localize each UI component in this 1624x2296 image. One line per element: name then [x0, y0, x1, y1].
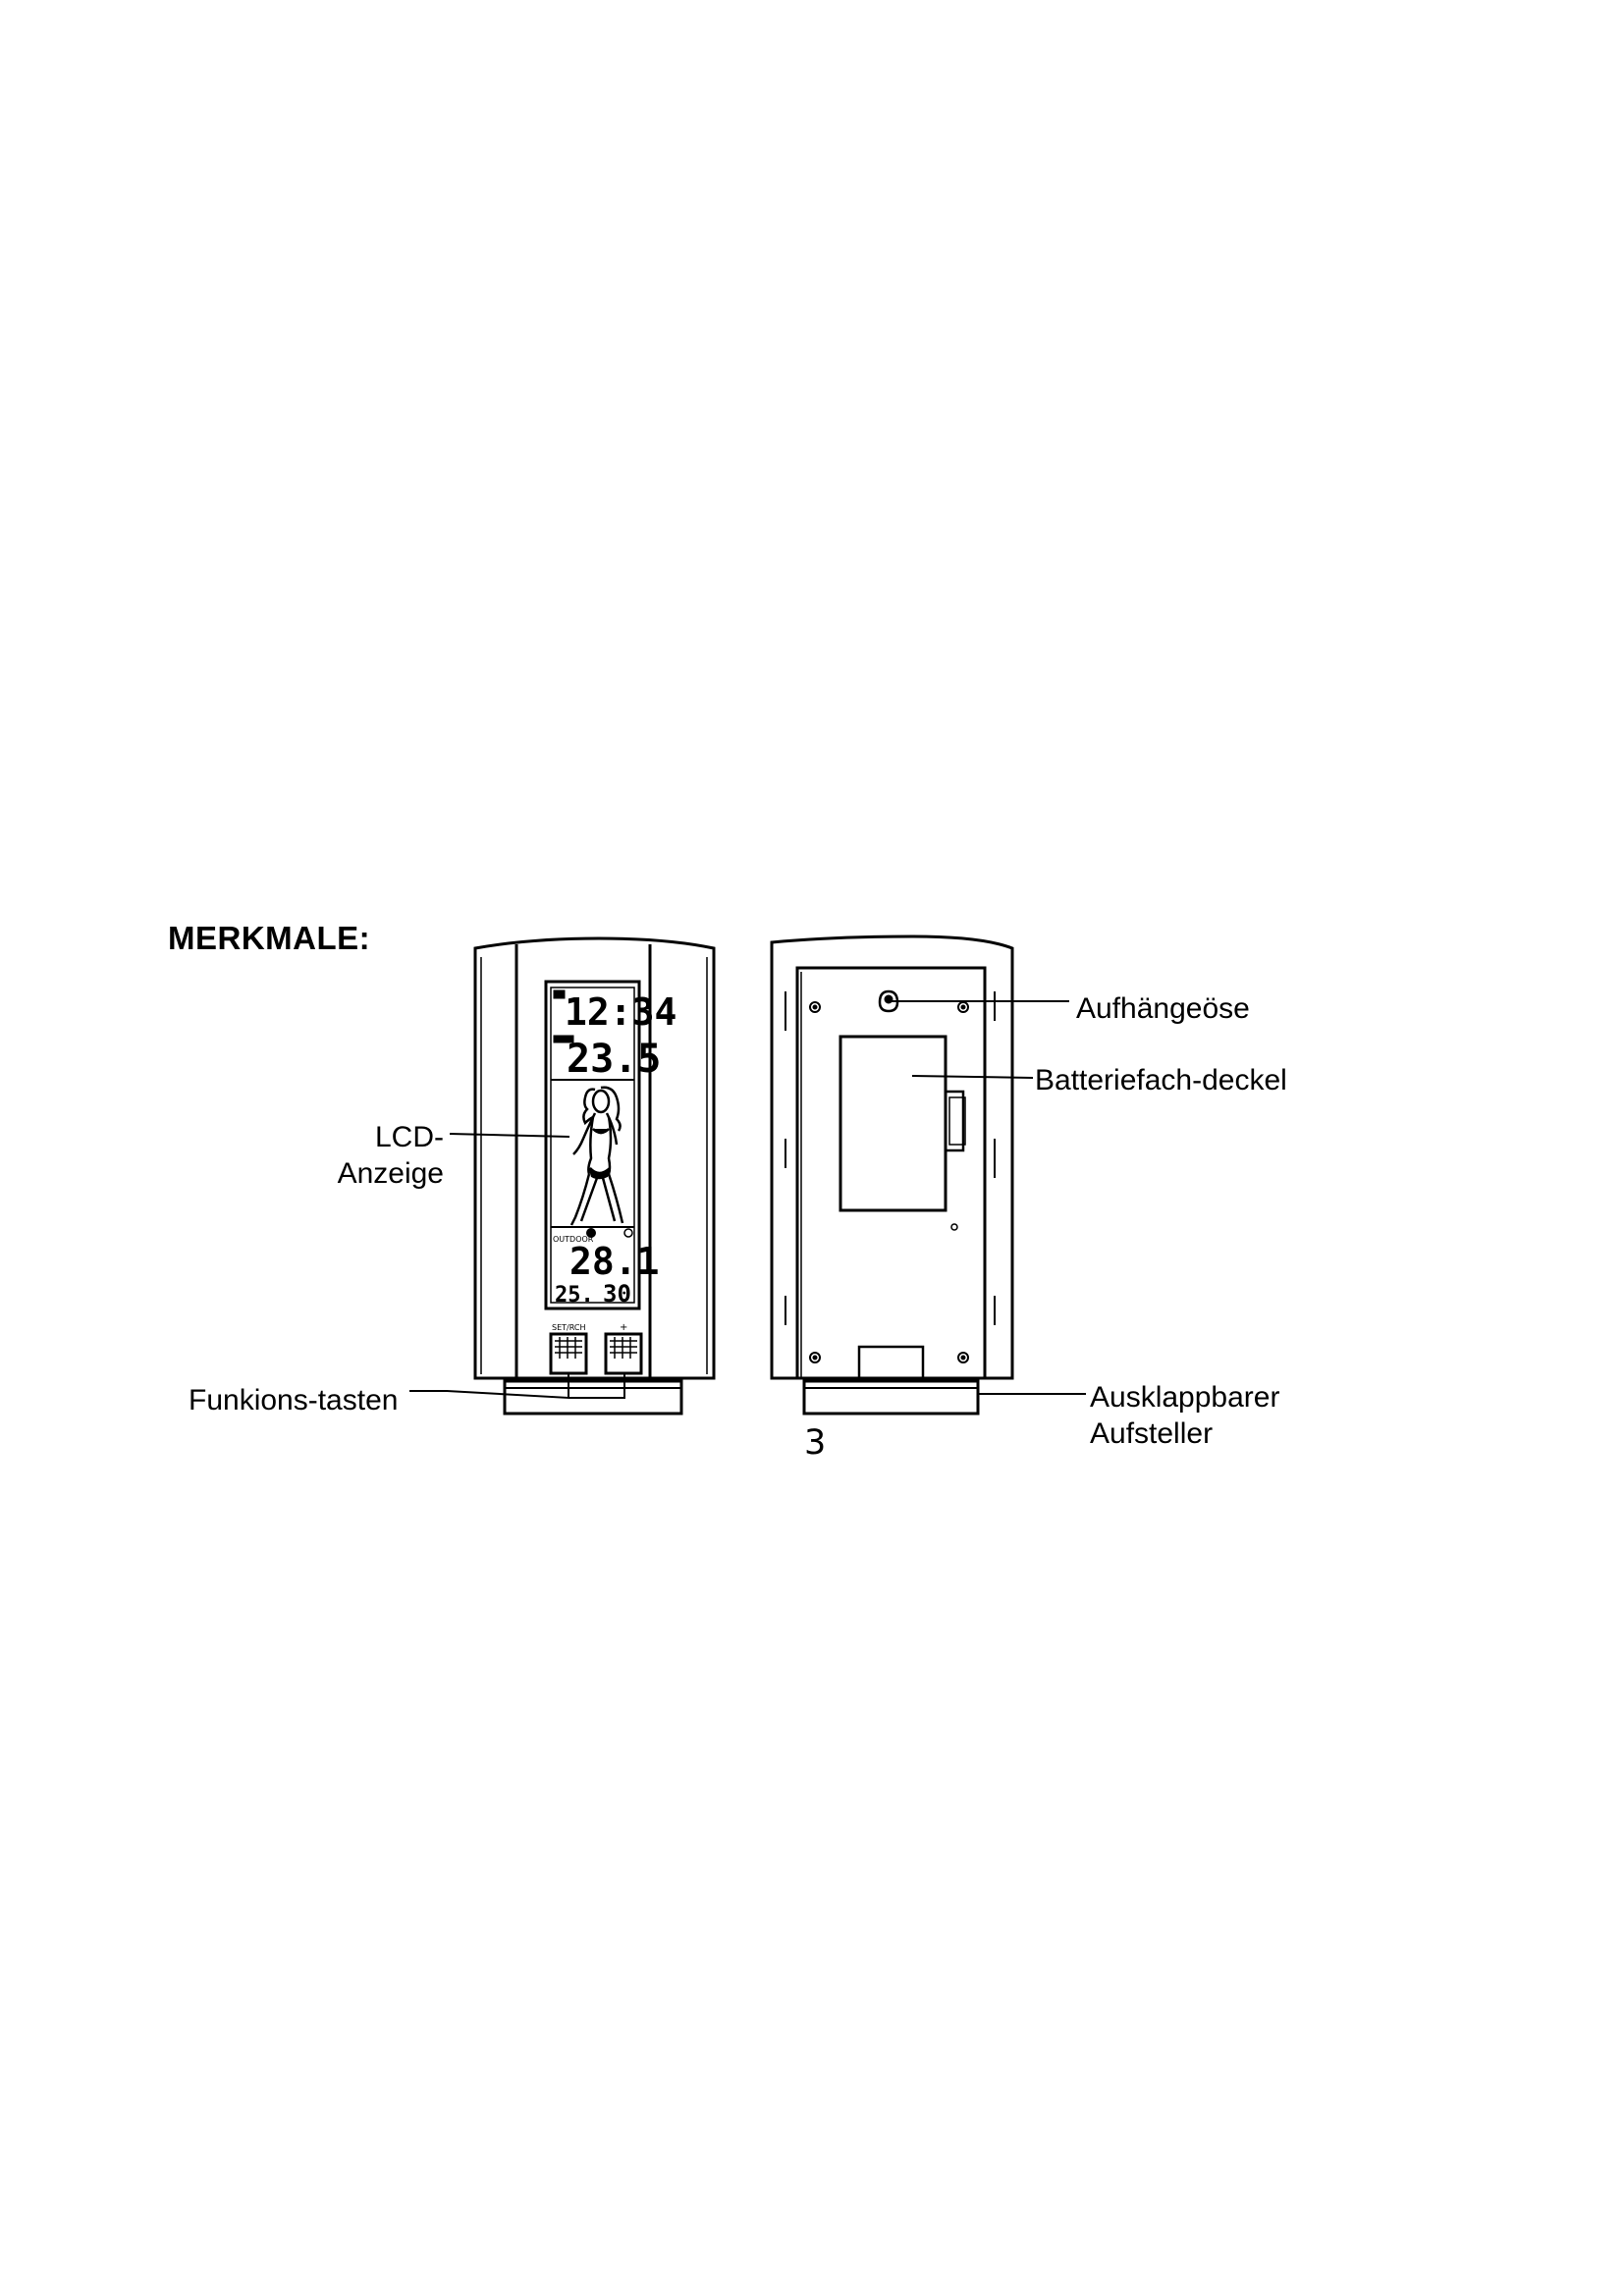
section-heading: MERKMALE:: [168, 920, 371, 956]
lcd-display-label: [324, 1119, 444, 1192]
key-left-label: SET/RCH: [552, 1323, 586, 1332]
key-right-label: +: [620, 1322, 628, 1333]
rear-view: [772, 936, 1086, 1414]
lcd-bottom-left: 25.: [555, 1283, 594, 1308]
lcd-outdoor-label: OUTDOOR: [553, 1235, 594, 1244]
stand-label-line2: Aufsteller: [1090, 1417, 1214, 1450]
lcd-bottom-right: 30: [603, 1280, 631, 1308]
lcd-indoor-temp: 23.5: [567, 1037, 662, 1082]
function-keys-label: Funkions-tasten: [189, 1384, 399, 1416]
battery-cover-label: Batteriefach-deckel: [1035, 1064, 1287, 1096]
stand-label-line1: Ausklappbarer: [1090, 1381, 1280, 1414]
lcd-time: 12:34: [565, 990, 677, 1034]
lcd-label-line1: LCD-: [374, 1121, 444, 1153]
lcd-label-line2: Anzeige: [337, 1157, 444, 1190]
stand-label: [1090, 1379, 1279, 1452]
hanging-hole-label: Aufhängeöse: [1076, 992, 1250, 1025]
page-number: 3: [804, 1423, 827, 1463]
lcd-outdoor-temp: 28.1: [569, 1240, 660, 1283]
